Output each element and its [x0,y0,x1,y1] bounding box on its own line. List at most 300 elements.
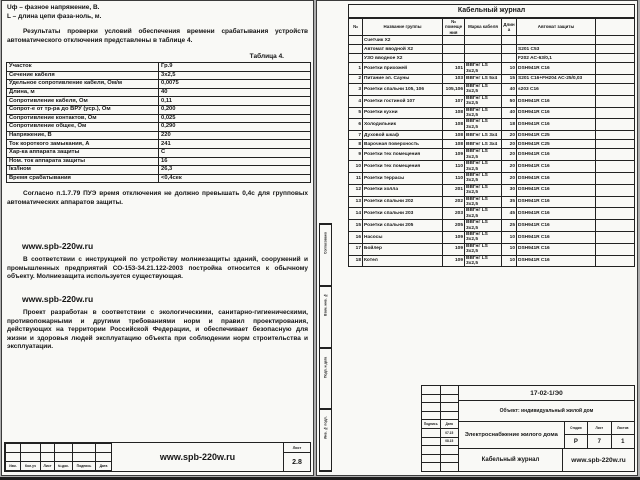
param-row [7,148,311,157]
journal-cell-cable [465,54,502,63]
journal-row [349,95,635,107]
param-label: Сопрот-е от тр-ра до ВРУ (уср.), Ом [7,105,159,114]
journal-cell-cable: ВВГнг LS 3х4 [465,131,502,140]
sheet-value: 2.8 [292,458,302,466]
side-strip-label: Подп. и дата [320,348,331,385]
journal-cell-name: УЗО вводное Х2 [363,54,443,63]
journal-cell-cable: ВВГнг LS 3х2,5 [465,231,502,243]
param-label: Сопротивление контактов, Ом [7,114,159,123]
journal-title-row [349,5,635,19]
journal-cell-extra [596,161,635,173]
journal-row [349,75,635,84]
param-value: 0,0075 [159,80,311,89]
journal-cell-num: 11 [349,172,363,184]
left-title-block [4,442,311,472]
journal-row [349,255,635,267]
journal-cell-name: Розетки кухни [363,107,443,119]
revision-grid-cell [55,453,73,462]
date-cell: Дата [445,422,453,427]
journal-cell-length: 10 [502,255,517,267]
signature-cell [422,403,441,411]
journal-row [349,220,635,232]
journal-cell-name: Автомат вводной Х2 [363,45,443,54]
param-label: Ном. ток аппарата защиты [7,157,159,166]
journal-cell-length: 30 [502,184,517,196]
journal-cell-length: 35 [502,196,517,208]
signature-cell [422,446,441,454]
object-line: Объект: индивидуальный жилой дом [459,401,634,422]
journal-title: Кабельный журнал [349,5,635,19]
revision-grid-cell [21,453,41,462]
journal-cell-length: 20 [502,140,517,149]
journal-cell-extra [596,107,635,119]
project-title: Электроснабжение жилого дома [459,422,565,448]
journal-cell-extra [596,196,635,208]
journal-cell-num: 4 [349,95,363,107]
org-url: www.spb-220w.ru [571,456,626,464]
journal-cell-breaker: DSH941R C16 [517,243,596,255]
journal-row [349,131,635,140]
journal-cell-breaker: DSH941R C16 [517,63,596,75]
param-row [7,97,311,106]
journal-cell-cable: ВВГнг LS 3х2,5 [465,84,502,96]
sheet-label: Лист [284,443,310,453]
journal-cell-cable: ВВГнг LS 3х2,5 [465,184,502,196]
journal-pre-row [349,54,635,63]
journal-cell-length [502,36,517,45]
journal-cell-extra [596,172,635,184]
journal-cell-breaker: DSH941R C16 [517,231,596,243]
document-code: 17-02-1/Э0 [459,386,634,401]
signature-cell [422,438,441,446]
journal-cell-num: 18 [349,255,363,267]
paragraph-pue: Согласно п.1.7.79 ПУЭ время отключения не должно превышать 0,4с для групповых автоматических аппаратов защиты. [7,190,308,206]
journal-row [349,63,635,75]
param-label: Напряжение, В [7,131,159,140]
param-value: 26,3 [159,166,311,175]
journal-cell-length: 18 [502,119,517,131]
journal-cell-name: Розетки спальни 105, 106 [363,84,443,96]
side-strip-spacer [320,446,331,471]
journal-cell-extra [596,54,635,63]
journal-cell-length [502,45,517,54]
stage-value: Р [565,435,588,448]
journal-cell-length: 15 [502,75,517,84]
stamp-org-url: www.spb-220w.ru [112,443,284,471]
journal-cell-num: 10 [349,161,363,173]
date-cell: 07.15 [445,430,454,435]
journal-cell-cable: ВВГнг LS 3х2,5 [465,208,502,220]
revision-grid-cell: Лист [41,462,55,471]
journal-cell-breaker: DSH941R C16 [517,119,596,131]
journal-cell-extra [596,140,635,149]
sheet-header: Лист [588,422,611,435]
journal-cell-num: 1 [349,63,363,75]
journal-cell-cable: ВВГнг LS 3х2,5 [465,119,502,131]
journal-cell-num: 9 [349,149,363,161]
side-strip-label: Инв. № подл. [320,409,331,446]
journal-cell-name: Духовой шкаф [363,131,443,140]
journal-cell-room: 108 [443,140,465,149]
journal-cell-extra [596,243,635,255]
signature-grid-row [422,463,458,471]
revision-grid-cell: Изм. [6,462,21,471]
paragraph-project: Проект разработан в соответствии с экологическими, санитарно-гигиеническими, противопожарными и другими требованиями норм и правил проектирования, действующих на территории Российской Федерации, и обеспечивает безопасную для жизни и здоровья людей эксплуатацию объекта при соблюдении норм строительства и эксплуатации. [7,309,308,351]
journal-header-cell [596,18,635,36]
param-row [7,157,311,166]
journal-cell-length: 10 [502,63,517,75]
left-page [1,0,314,476]
journal-cell-length [502,54,517,63]
param-label: Время срабатывания [7,174,159,183]
revision-grid-cell [41,453,55,462]
journal-cell-breaker: DSH941R C25 [517,140,596,149]
journal-cell-room: 203 [443,208,465,220]
journal-cell-num: 17 [349,243,363,255]
revision-grid-cell: Подпись [73,462,96,471]
journal-cell-length: 40 [502,84,517,96]
journal-cell-num: 16 [349,231,363,243]
journal-cell-num [349,45,363,54]
journal-cell-num: 14 [349,208,363,220]
journal-cell-room [443,45,465,54]
journal-row [349,149,635,161]
journal-cell-extra [596,63,635,75]
journal-cell-num [349,36,363,45]
journal-cell-breaker: DSH941R C16 [517,196,596,208]
journal-cell-room [443,54,465,63]
journal-cell-num: 6 [349,119,363,131]
journal-cell-name: Холодильник [363,119,443,131]
journal-cell-room: 109 [443,231,465,243]
journal-cell-room [443,36,465,45]
revision-grid-cell [21,444,41,453]
date-cell [441,386,459,394]
revision-grid-cell [73,453,96,462]
side-strip-spacer [320,385,331,410]
journal-row [349,161,635,173]
sheet-value: 7 [588,435,611,448]
param-row [7,166,311,175]
param-label: Ток короткого замыкания, А [7,140,159,149]
journal-cell-name: Розетки гостиной 107 [363,95,443,107]
journal-cell-extra [596,84,635,96]
param-value: 0,200 [159,105,311,114]
date-cell [441,403,459,411]
journal-cell-cable: ВВГнг LS 3х2,5 [465,196,502,208]
revision-grid-row [6,462,112,471]
param-label: Сопротивление общее, Ом [7,123,159,132]
journal-header-row [349,18,635,36]
param-label: Сопротивление кабеля, Ом [7,97,159,106]
journal-cell-name: Розетки прихожей [363,63,443,75]
journal-cell-cable: ВВГнг LS 3х2,5 [465,243,502,255]
revision-grid-cell: Дата [96,462,112,471]
journal-cell-extra [596,131,635,140]
cable-journal-table [348,4,635,267]
journal-cell-breaker: DSH941R C16 [517,172,596,184]
table4-caption: Таблица 4. [249,53,284,60]
journal-cell-name: Варочная поверхность [363,140,443,149]
param-row [7,80,311,89]
param-value: <0,4сек [159,174,311,183]
journal-cell-extra [596,36,635,45]
journal-cell-room: 201 [443,184,465,196]
sheet-title: Кабельный журнал [459,449,563,471]
param-row [7,123,311,132]
revision-grid-row [6,444,112,453]
signature-cell [422,455,441,463]
journal-cell-breaker: S201 C53 [517,45,596,54]
journal-cell-extra [596,255,635,267]
site-url-1: www.spb-220w.ru [22,241,94,251]
journal-cell-name: Насосы [363,231,443,243]
journal-cell-cable: ВВГнг LS 3х2,5 [465,220,502,232]
journal-row [349,119,635,131]
journal-cell-num: 2 [349,75,363,84]
signature-grid-row [422,395,458,404]
param-row [7,71,311,80]
signature-cell [422,412,441,420]
param-value: 16 [159,157,311,166]
side-strip-label: Согласовано [320,224,331,261]
param-value: C [159,148,311,157]
journal-cell-num: 3 [349,84,363,96]
journal-header-cell: Название группы [363,18,443,36]
param-row [7,88,311,97]
journal-cell-room: 110 [443,161,465,173]
journal-cell-cable: ВВГнг LS 5х4 [465,75,502,84]
journal-cell-breaker: DSH941R C16 [517,161,596,173]
revision-grid-cell: Кол.уч [21,462,41,471]
journal-cell-breaker: DSH941R C16 [517,255,596,267]
note-l: L – длина цепи фаза-ноль, м. [7,13,102,20]
journal-cell-cable: ВВГнг LS 3х2,5 [465,63,502,75]
journal-cell-length: 25 [502,220,517,232]
note-uf: Uф – фазное напряжение, В. [7,4,100,11]
revision-grid-cell [73,444,96,453]
journal-row [349,196,635,208]
param-label: Удельное сопротивление кабеля, Ом/м [7,80,159,89]
signature-cell [422,429,441,437]
journal-cell-name: Розетки спальни 203 [363,208,443,220]
stage-box [565,422,634,448]
journal-cell-name: Счетчик Х2 [363,36,443,45]
param-row [7,131,311,140]
journal-cell-room: 108 [443,119,465,131]
param-label: Длина, м [7,88,159,97]
journal-row [349,84,635,96]
date-cell [441,412,459,420]
journal-cell-num: 15 [349,220,363,232]
journal-cell-extra [596,45,635,54]
signature-grid-row [422,455,458,464]
journal-cell-length: 45 [502,208,517,220]
journal-cell-name: Розетки спальни 202 [363,196,443,208]
param-label: Сечение кабеля [7,71,159,80]
param-value: 0,290 [159,123,311,132]
journal-row [349,184,635,196]
revision-grid-row [6,453,112,462]
journal-cell-room: 202 [443,196,465,208]
signature-grid-row [422,438,458,447]
right-title-block [421,385,635,472]
journal-cell-length: 20 [502,131,517,140]
journal-row [349,231,635,243]
journal-cell-breaker: F202 AC-63/0,1 [517,54,596,63]
signature-grid-row [422,429,458,438]
journal-cell-cable: ВВГнг LS 3х4 [465,140,502,149]
journal-cell-breaker: DSH941R C16 [517,107,596,119]
sheet-number-box [284,443,310,471]
journal-cell-name: Розетки террасы [363,172,443,184]
journal-pre-row [349,36,635,45]
journal-row [349,140,635,149]
param-value: 40 [159,88,311,97]
sheets-header: Листов [612,422,634,435]
param-row [7,63,311,72]
journal-cell-breaker [517,36,596,45]
param-value: Гр.9 [159,63,311,72]
journal-cell-room: 103 [443,75,465,84]
journal-header-cell: Длина [502,18,517,36]
revision-grid-cell: №док. [55,462,73,471]
stage-header: Стадия [565,422,588,435]
journal-cell-room: 105,106 [443,84,465,96]
revision-grid-cell [96,453,112,462]
date-cell [441,463,459,471]
date-cell [441,446,459,454]
sheets-value: 1 [621,438,625,445]
param-value: 220 [159,131,311,140]
revision-grid-cell [55,444,73,453]
signature-grid-row [422,403,458,412]
date-cell: 08.15 [445,439,454,444]
journal-cell-name: Розетки тех помещения [363,149,443,161]
journal-cell-num: 7 [349,131,363,140]
param-label: Хар-ка аппарата защиты [7,148,159,157]
journal-row [349,107,635,119]
side-strip-spacer [320,323,331,348]
journal-cell-room: 108 [443,107,465,119]
journal-header-cell: Автомат защиты [517,18,596,36]
signature-cell [422,386,441,394]
journal-cell-num [349,54,363,63]
journal-cell-cable [465,36,502,45]
journal-pre-row [349,45,635,54]
journal-row [349,208,635,220]
journal-cell-breaker: S201 C16+FH204 AC-25/0,03 [517,75,596,84]
revision-grid-cell [96,444,112,453]
journal-cell-room: 107 [443,95,465,107]
journal-cell-extra [596,184,635,196]
journal-cell-room: 108 [443,131,465,140]
journal-cell-name: Питание эл. Сауны [363,75,443,84]
param-value: 3х2,5 [159,71,311,80]
journal-cell-breaker: DSH941R C16 [517,220,596,232]
signature-grid-row [422,412,458,421]
signature-cell [422,463,441,471]
parameters-table [6,62,311,183]
journal-cell-cable: ВВГнг LS 3х2,5 [465,172,502,184]
journal-header-cell: № помещения [443,18,465,36]
journal-cell-room: 109 [443,243,465,255]
param-value: 0,11 [159,97,311,106]
journal-cell-breaker: DSH941R C16 [517,208,596,220]
journal-cell-length: 20 [502,172,517,184]
signature-grid-row [422,446,458,455]
journal-cell-cable: ВВГнг LS 3х2,5 [465,161,502,173]
journal-row [349,172,635,184]
journal-cell-breaker: DSH941R C16 [517,95,596,107]
journal-cell-breaker: DSH941R C25 [517,131,596,140]
param-label: Участок [7,63,159,72]
journal-cell-name: Розетки холла [363,184,443,196]
date-cell [441,455,459,463]
journal-cell-length: 20 [502,161,517,173]
journal-cell-room: 101 [443,63,465,75]
journal-cell-length: 10 [502,243,517,255]
param-value: 241 [159,140,311,149]
journal-cell-name: Бойлер [363,243,443,255]
journal-cell-cable: ВВГнг LS 3х2,5 [465,149,502,161]
journal-cell-breaker: DSH941R C16 [517,149,596,161]
right-page [316,0,638,476]
param-label: Iкз/Iном [7,166,159,175]
journal-cell-cable: ВВГнг LS 3х2,5 [465,255,502,267]
signature-grid-row [422,420,458,429]
param-value: 0,025 [159,114,311,123]
journal-cell-room: 205 [443,220,465,232]
journal-cell-length: 50 [502,95,517,107]
signature-cell: Подпись [422,420,441,428]
signature-grid [422,386,459,471]
journal-cell-extra [596,220,635,232]
journal-cell-name: Розетки тех помещения [363,161,443,173]
paragraph-lightning: В соответствии с инструкцией по устройству молниезащиты зданий, сооружений и промышленных предприятий СО-153-34.21.122-2003 постройка относится к обычному объекту. Молниезащита используется существующая. [7,256,308,281]
param-row [7,105,311,114]
journal-cell-num: 13 [349,196,363,208]
param-row [7,140,311,149]
journal-cell-name: Котел [363,255,443,267]
journal-cell-name: Розетки спальни 205 [363,220,443,232]
journal-cell-num: 5 [349,107,363,119]
journal-header-cell: Марка кабеля [465,18,502,36]
journal-cell-length: 20 [502,149,517,161]
site-url-2: www.spb-220w.ru [22,294,94,304]
journal-cell-cable: ВВГнг LS 3х2,5 [465,95,502,107]
journal-cell-room: 109 [443,255,465,267]
revision-grid-cell [6,453,21,462]
revision-grid-cell [6,444,21,453]
journal-cell-extra [596,119,635,131]
journal-cell-breaker: DSH941R C16 [517,184,596,196]
journal-row [349,243,635,255]
journal-cell-num: 12 [349,184,363,196]
revision-grid [5,443,112,471]
journal-cell-extra [596,95,635,107]
journal-cell-breaker: s203 C16 [517,84,596,96]
revision-grid-cell [41,444,55,453]
param-row [7,114,311,123]
journal-cell-room: 110 [443,172,465,184]
signature-grid-row [422,386,458,395]
journal-cell-length: 40 [502,107,517,119]
journal-header-cell: № [349,18,363,36]
journal-cell-length: 10 [502,231,517,243]
journal-cell-extra [596,208,635,220]
journal-cell-extra [596,231,635,243]
